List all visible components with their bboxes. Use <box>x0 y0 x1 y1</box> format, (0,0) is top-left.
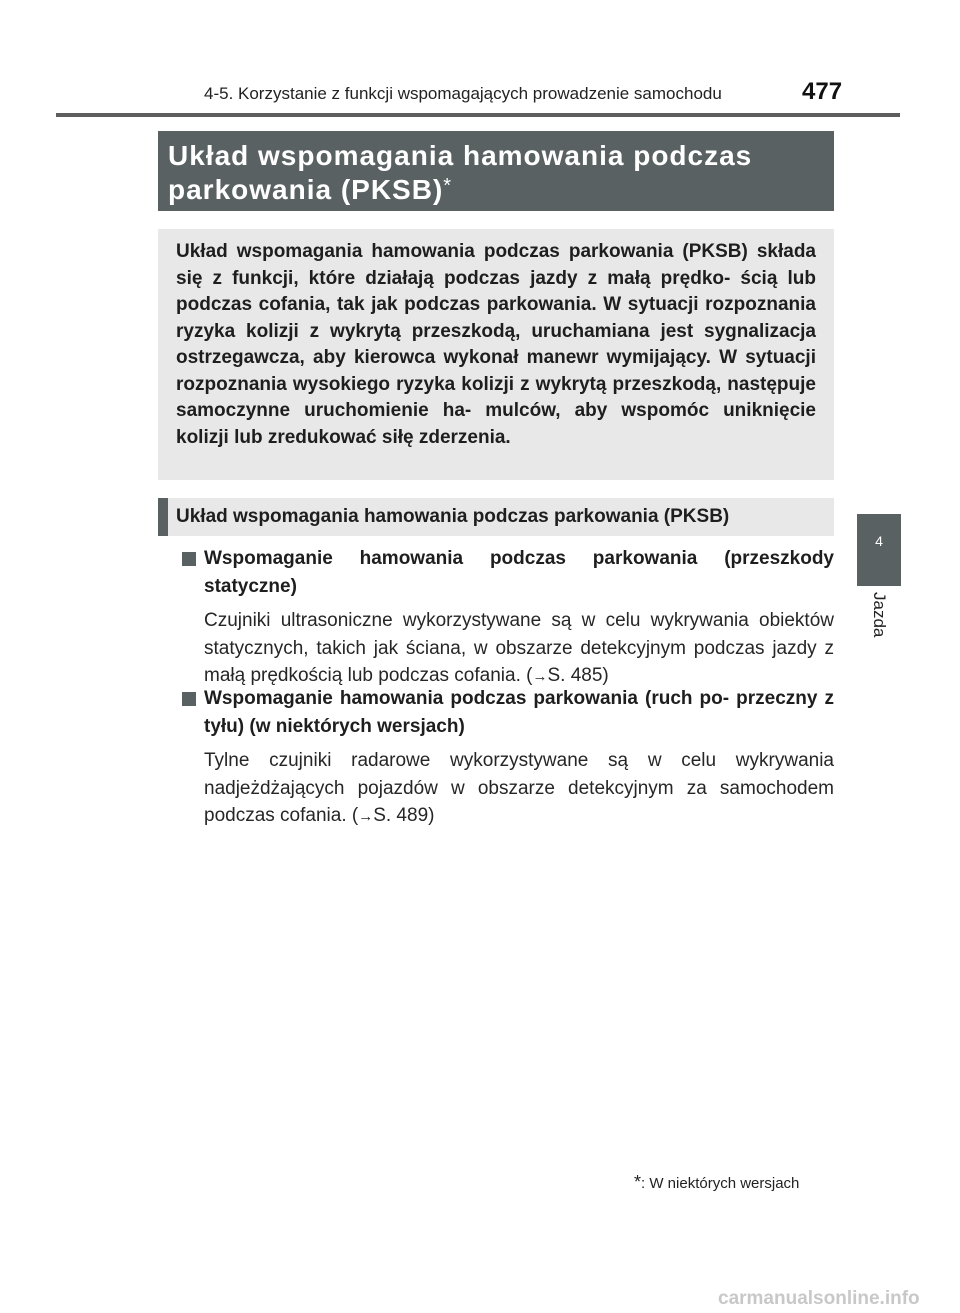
running-header: 4-5. Korzystanie z funkcji wspomagających prowadzenie samochodu <box>204 84 722 103</box>
footnote-marker: * <box>634 1172 642 1192</box>
square-bullet-icon <box>182 552 196 566</box>
page-title-text: Układ wspomagania hamowania podczas parkowania (PKSB) <box>168 140 753 205</box>
footnote <box>634 1172 799 1193</box>
page-title <box>158 131 834 211</box>
item-body <box>204 607 834 691</box>
page-number: 477 <box>802 78 843 105</box>
header-divider <box>56 113 900 117</box>
footnote-text: : W niektórych wersjach <box>641 1175 800 1192</box>
square-bullet-icon <box>182 692 196 706</box>
arrow-right-icon: → <box>532 668 548 685</box>
list-item <box>182 685 834 831</box>
watermark: carmanualsonline.info <box>718 1288 920 1309</box>
chapter-label: Jazda <box>870 592 889 638</box>
intro-paragraph: Układ wspomagania hamowania podczas parkowania (PKSB) składa się z funkcji, które działają podczas jazdy z małą prędko- ścią lub podczas cofania, tak jak podczas parkowania. W sytuacji rozpoznania ryzyka kolizji z wykrytą przeszkodą, uruchamiana jest sygnalizacja ostrzegawcza, aby kierowca wykonał manewr wymijający. W sytuacji rozpoznania wysokiego ryzyka kolizji z wykrytą przeszkodą, następuje samoczynne uruchomienie ha- mulców, aby wspomóc uniknięcie kolizji lub zredukować siłę zderzenia. <box>158 229 834 480</box>
list-item <box>182 545 834 691</box>
title-footnote-marker: * <box>443 175 453 197</box>
chapter-tab[interactable]: 4 <box>857 514 901 586</box>
section-heading: Układ wspomagania hamowania podczas parkowania (PKSB) <box>158 498 834 536</box>
item-body-text: Tylne czujniki radarowe wykorzystywane są w celu wykrywania nadjeżdżających pojazdów w obszarze detekcyjnym za samochodem podczas cofania. ( <box>204 750 834 826</box>
item-title: Wspomaganie hamowania podczas parkowania (ruch po- przeczny z tyłu) (w niektórych wersjach) <box>204 688 834 737</box>
item-body <box>204 747 834 831</box>
arrow-right-icon: → <box>358 808 374 825</box>
item-heading <box>182 545 834 601</box>
item-title: Wspomaganie hamowania podczas parkowania (przeszkody statyczne) <box>204 548 834 597</box>
item-body-text: Czujniki ultrasoniczne wykorzystywane są w celu wykrywania obiektów statycznych, takich jak ściana, w obszarze detekcyjnym podczas jazdy z małą prędkością lub podczas cofania. ( <box>204 610 834 686</box>
page-reference[interactable]: S. 485) <box>547 665 609 686</box>
page-reference[interactable]: S. 489) <box>373 805 435 826</box>
item-heading <box>182 685 834 741</box>
